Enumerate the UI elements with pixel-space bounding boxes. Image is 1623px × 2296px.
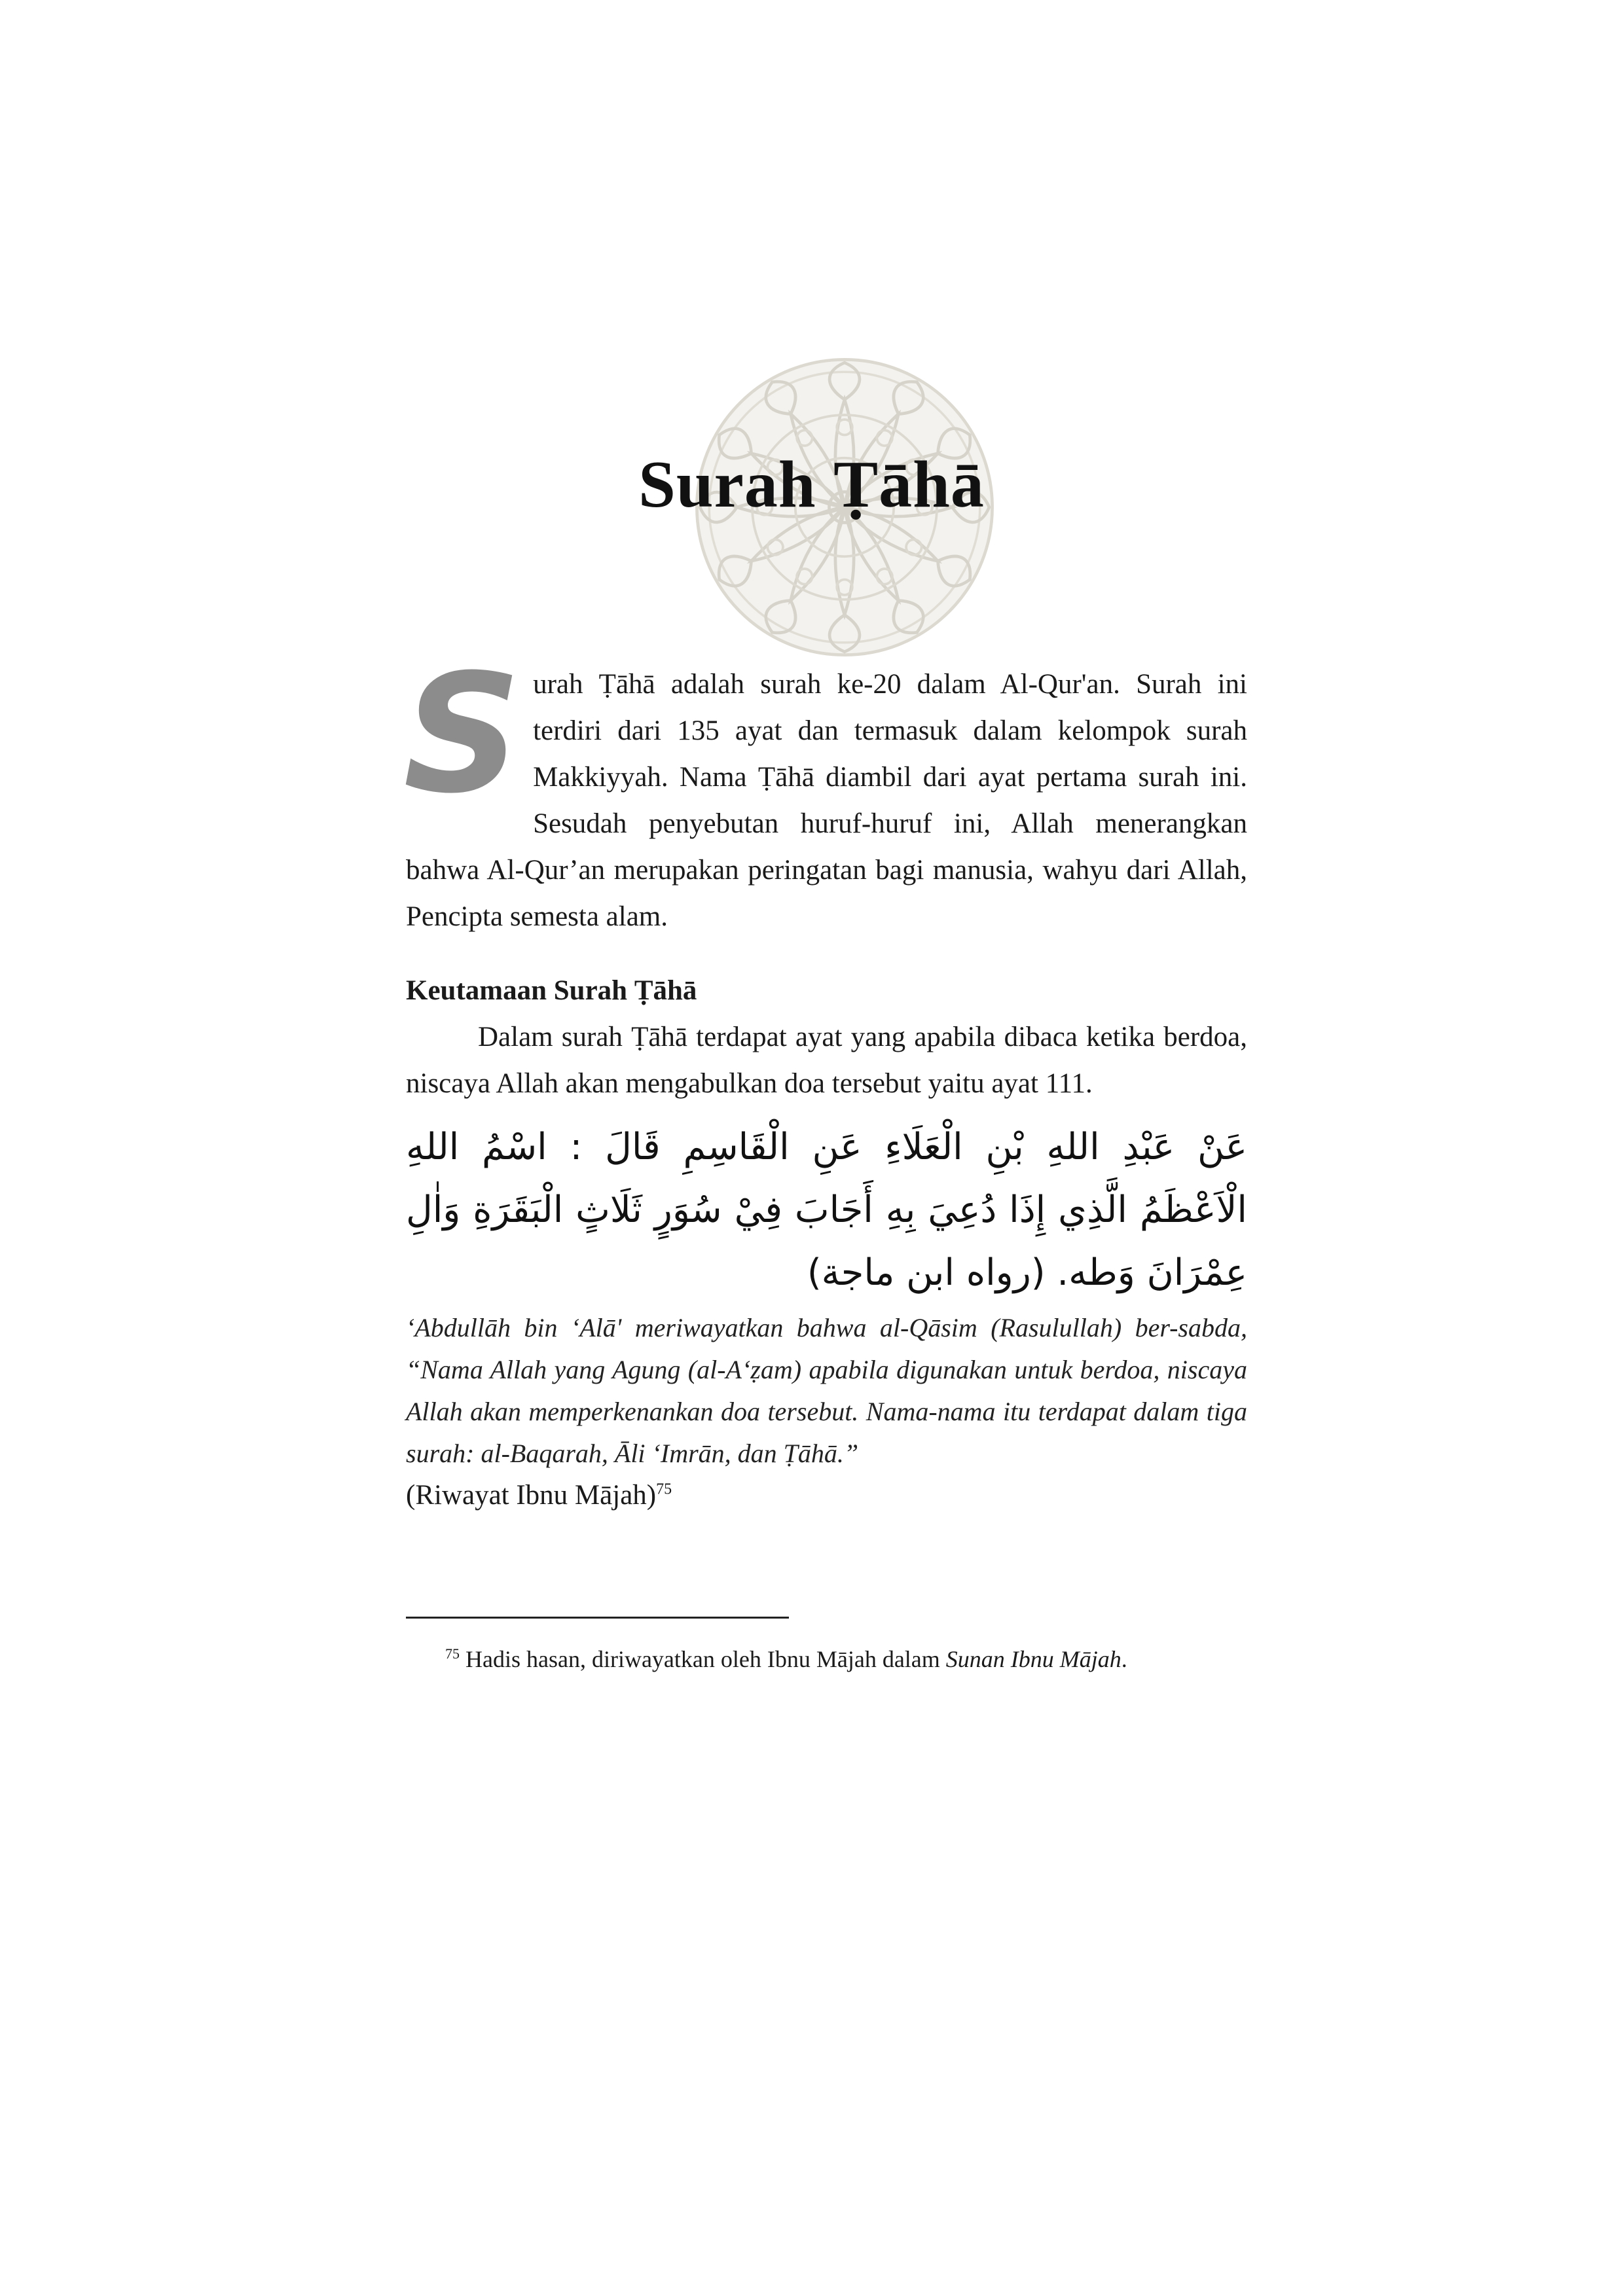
main-content	[403, 639, 1247, 1516]
arabic-hadith: عَنْ عَبْدِ اللهِ بْنِ الْعَلَاءِ عَنِ الْقَاسِمِ قَالَ : اسْمُ اللهِ الْاَعْظَمُ الَّذِي إِذَا دُعِيَ بِهِ أَجَابَ فِيْ سُوَرٍ ثَلَاثٍ الْبَقَرَةِ وَاٰلِ عِمْرَانَ وَطه. (رواه ابن ماجة)	[406, 1126, 1247, 1294]
section-paragraph: Dalam surah Ṭāhā terdapat ayat yang apabila dibaca ketika berdoa, niscaya Allah akan mengabulkan doa tersebut yaitu ayat 111.	[406, 1022, 1247, 1099]
footnote-end: .	[1121, 1646, 1127, 1672]
intro-text: urah Ṭāhā adalah surah ke-20 dalam Al-Qur'an. Surah ini terdiri dari 135 ayat dan termasuk dalam kelompok surah Makkiyyah. Nama Ṭāhā diambil dari ayat pertama surah ini. Sesudah penyebutan huruf-huruf ini, Allah menerangkan bahwa Al-Qur’an merupakan peringatan bagi manusia, wahyu dari Allah, Pencipta semesta alam.	[406, 669, 1247, 932]
footnote-divider	[406, 1617, 789, 1619]
intro-paragraph	[403, 639, 1247, 940]
hadith-source	[406, 1475, 1247, 1516]
footnote-reference[interactable]: 75	[656, 1480, 672, 1498]
footnote-book-title: Sunan Ibnu Mājah	[945, 1646, 1122, 1672]
section-heading: Keutamaan Surah Ṭāhā	[406, 975, 697, 1006]
drop-cap: S	[403, 639, 522, 829]
footnote-number: 75	[445, 1645, 460, 1662]
hadith-translation: ‘Abdullāh bin ‘Alā' meriwayatkan bahwa al-Qāsim (Rasulullah) ber-sabda, “Nama Allah yang Agung (al-A‘ẓam) apabila digunakan untuk berdoa, niscaya Allah akan memperkenankan doa tersebut. Nama-nama itu terdapat dalam tiga surah: al-Baqarah, Āli ‘Imrān, dan Ṭāhā.”	[406, 1313, 1247, 1468]
page-title: Surah Ṭāhā	[638, 448, 985, 522]
footnote	[445, 1643, 1250, 1676]
footnote-text: Hadis hasan, diriwayatkan oleh Ibnu Mājah dalam	[465, 1646, 940, 1672]
source-text: (Riwayat Ibnu Mājah)	[406, 1480, 657, 1511]
